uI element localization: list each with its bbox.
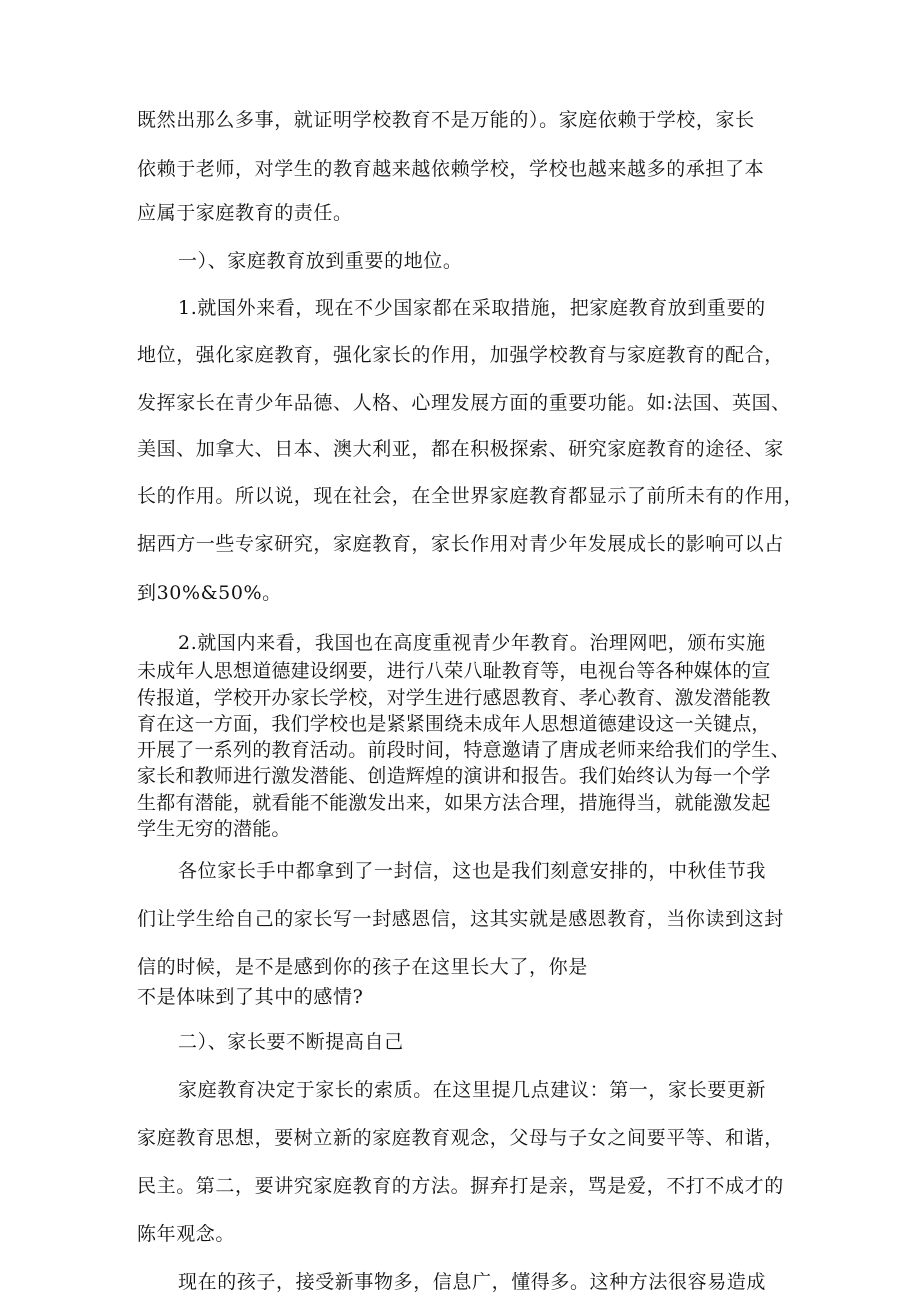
text-line: 生都有潜能，就看能不能激发出来，如果方法合理，措施得当，就能激发起: [137, 792, 771, 814]
text-line: 长的作用。所以说，现在社会，在全世界家庭教育都显示了前所未有的作用，: [137, 485, 804, 507]
text-line: 未成年人思想道德建设纲要，进行八荣八耻教育等，电视台等各种媒体的宣: [137, 660, 771, 682]
text-line: 地位，强化家庭教育，强化家长的作用，加强学校教育与家庭教育的配合，: [137, 344, 784, 366]
text-line: 美国、加拿大、日本、澳大利亚，都在积极探索、研究家庭教育的途径、家: [137, 438, 784, 460]
section-heading-1: 一）、家庭教育放到重要的地位。: [178, 250, 463, 272]
text-line: 学生无穷的潜能。: [137, 818, 291, 840]
text-line: 陈年观念。: [137, 1223, 236, 1245]
text-line: 据西方一些专家研究，家庭教育，家长作用对青少年发展成长的影响可以占: [137, 533, 784, 555]
text-line: 1.就国外来看，现在不少国家都在采取措施，把家庭教育放到重要的: [178, 297, 766, 319]
text-line: 现在的孩子，接受新事物多，信息广，懂得多。这种方法很容易造成: [178, 1271, 767, 1293]
text-line: 家长和教师进行激发潜能、创造辉煌的演讲和报告。我们始终认为每一个学: [137, 765, 771, 787]
text-line: 2.就国内来看，我国也在高度重视青少年教育。治理网吧，颁布实施: [178, 632, 766, 654]
text-line: 应属于家庭教育的责任。: [137, 202, 353, 224]
text-line: 育在这一方面，我们学校也是紧紧围绕未成年人思想道德建设这一关键点，: [137, 713, 771, 735]
text-line: 发挥家长在青少年品德、人格、心理发展方面的重要功能。如:法国、英国、: [137, 392, 791, 414]
text-line: 传报道，学校开办家长学校，对学生进行感恩教育、孝心教育、激发潜能教: [137, 687, 771, 709]
text-line: 开展了一系列的教育活动。前段时间，特意邀请了唐成老师来给我们的学生、: [137, 739, 790, 761]
text-line: 们让学生给自己的家长写一封感恩信，这其实就是感恩教育，当你读到这封: [137, 908, 784, 930]
text-line: 民主。第二，要讲究家庭教育的方法。摒弃打是亲，骂是爱，不打不成才的: [137, 1175, 784, 1197]
text-line: 到30%&50%。: [137, 582, 282, 604]
text-line: 既然出那么多事，就证明学校教育不是万能的）。家庭依赖于学校，家长: [137, 109, 755, 131]
text-line: 各位家长手中都拿到了一封信，这也是我们刻意安排的，中秋佳节我: [178, 860, 767, 882]
text-line: 依赖于老师，对学生的教育越来越依赖学校，学校也越来越多的承担了本: [137, 158, 765, 180]
section-heading-2: 二）、家长要不断提高自己: [178, 1031, 404, 1053]
text-line: 家庭教育思想，要树立新的家庭教育观念，父母与子女之间要平等、和谐，: [137, 1127, 784, 1149]
text-line: 信的时候，是不是感到你的孩子在这里长大了，你是: [137, 956, 588, 978]
text-line: 不是体味到了其中的感情?: [137, 986, 364, 1008]
text-line: 家庭教育决定于家长的索质。在这里提几点建议：第一，家长要更新: [178, 1079, 767, 1101]
